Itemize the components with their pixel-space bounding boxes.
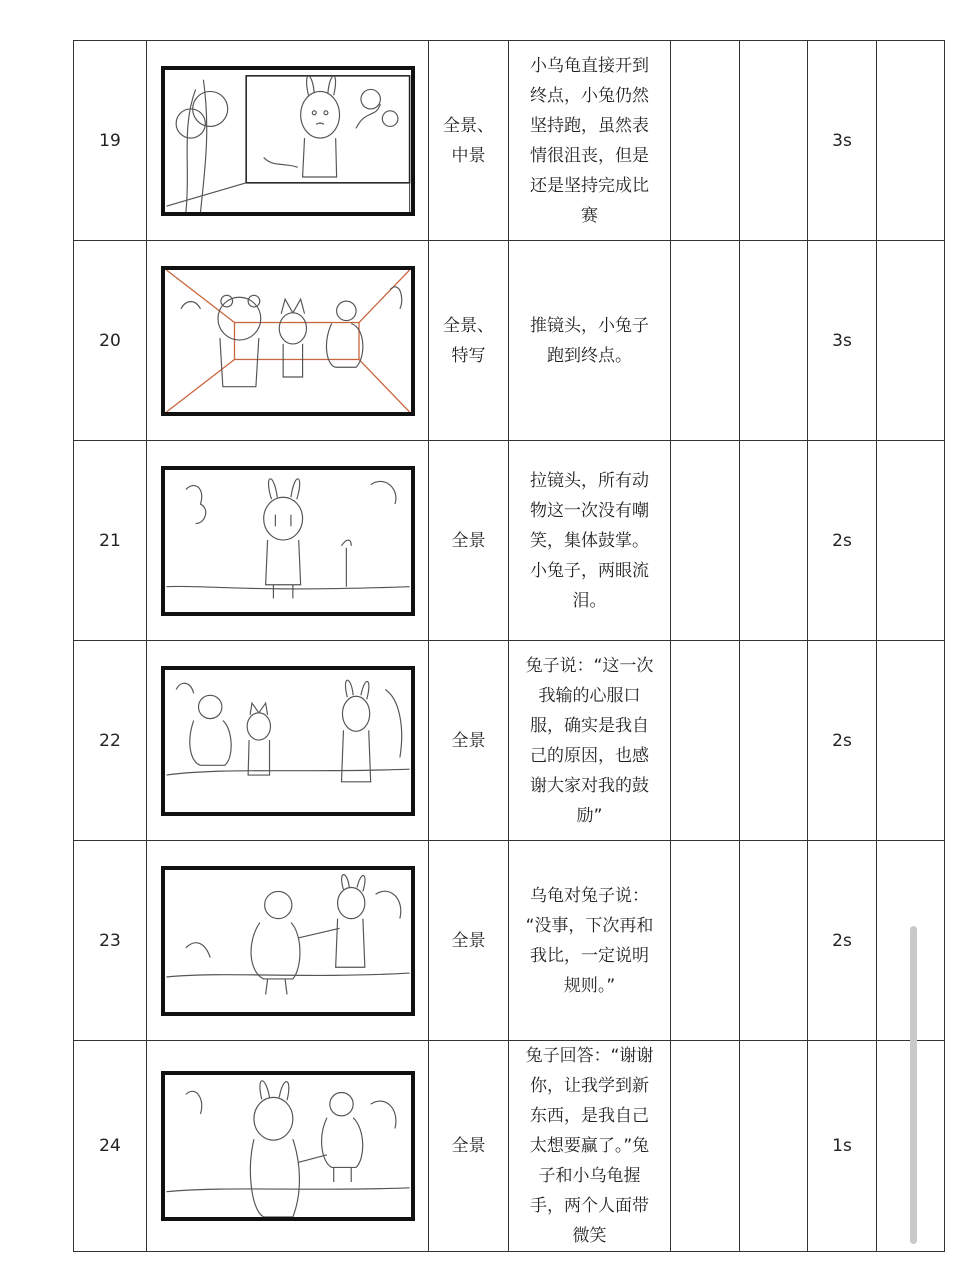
frame-cell [147, 641, 429, 841]
shot-type [429, 441, 509, 641]
sketch-frame [161, 866, 415, 1016]
shot-type [429, 41, 509, 241]
description [509, 841, 671, 1041]
empty-cell [740, 41, 808, 241]
push-in-sketch [165, 270, 411, 412]
rabbit-speaking-sketch [165, 670, 411, 812]
frame-cell [147, 41, 429, 241]
shot-type [429, 1041, 509, 1252]
description-text: 乌龟对兔子说： “没事，下次再和 我比，一定说明 规则。” [525, 885, 654, 996]
shot-type-text: 全景 [451, 930, 486, 951]
description-text: 兔子说：“这一次 我输的心服口 服，确实是我自 己的原因，也感 谢大家对我的鼓 励” [525, 655, 654, 826]
frame-cell [147, 241, 429, 441]
description-text: 兔子回答：“谢谢 你，让我学到新 东西，是我自己 太想要赢了。”兔 子和小乌龟握 手，两个人面带 微笑 [525, 1046, 654, 1246]
table-row [74, 441, 945, 641]
empty-cell [740, 841, 808, 1041]
shot-number: 19 [74, 41, 147, 241]
rabbit-running-sketch [165, 70, 411, 212]
turtle-rabbit-talking-sketch [165, 870, 411, 1012]
shot-type [429, 841, 509, 1041]
description-text: 小乌龟直接开到 终点，小兔仍然 坚持跑，虽然表 情很沮丧，但是 还是坚持完成比 赛 [530, 55, 649, 226]
description [509, 641, 671, 841]
table-row [74, 241, 945, 441]
shot-type-text: 全景、 特写 [443, 315, 494, 366]
duration: 3s [808, 241, 877, 441]
shot-type-text: 全景、 中景 [443, 115, 494, 166]
empty-cell [740, 1041, 808, 1252]
empty-cell [740, 241, 808, 441]
empty-cell [877, 241, 945, 441]
handshake-sketch [165, 1075, 411, 1217]
empty-cell [877, 641, 945, 841]
shot-type-text: 全景 [451, 1136, 486, 1156]
empty-cell [671, 841, 740, 1041]
duration: 2s [808, 441, 877, 641]
empty-cell [671, 1041, 740, 1252]
shot-number: 21 [74, 441, 147, 641]
sketch-frame [161, 66, 415, 216]
description-text: 推镜头，小兔子 跑到终点。 [530, 315, 649, 366]
shot-type-text: 全景 [451, 530, 486, 551]
shot-number: 20 [74, 241, 147, 441]
vertical-scrollbar[interactable] [910, 926, 917, 1244]
description [509, 241, 671, 441]
shot-number: 23 [74, 841, 147, 1041]
empty-cell [740, 441, 808, 641]
empty-cell [877, 41, 945, 241]
duration: 2s [808, 841, 877, 1041]
table-row [74, 41, 945, 241]
description [509, 1041, 671, 1252]
duration: 2s [808, 641, 877, 841]
shot-type-text: 全景 [451, 730, 486, 751]
sketch-frame [161, 666, 415, 816]
empty-cell [671, 41, 740, 241]
description-text: 拉镜头，所有动 物这一次没有嘲 笑，集体鼓掌。 小兔子，两眼流 泪。 [530, 470, 649, 611]
sketch-frame [161, 266, 415, 416]
empty-cell [671, 641, 740, 841]
sketch-frame [161, 466, 415, 616]
frame-cell [147, 1041, 429, 1252]
frame-cell [147, 841, 429, 1041]
frame-cell [147, 441, 429, 641]
shot-type [429, 241, 509, 441]
empty-cell [671, 241, 740, 441]
shot-number: 22 [74, 641, 147, 841]
empty-cell [877, 441, 945, 641]
shot-type [429, 641, 509, 841]
table-row [74, 841, 945, 1041]
sketch-frame [161, 1071, 415, 1221]
shot-number: 24 [74, 1041, 147, 1252]
table-row [74, 1041, 945, 1252]
table-row [74, 641, 945, 841]
empty-cell [740, 641, 808, 841]
storyboard-table [73, 40, 945, 1252]
description [509, 441, 671, 641]
duration: 3s [808, 41, 877, 241]
description [509, 41, 671, 241]
rabbit-crying-sketch [165, 470, 411, 612]
empty-cell [671, 441, 740, 641]
duration: 1s [808, 1041, 877, 1252]
